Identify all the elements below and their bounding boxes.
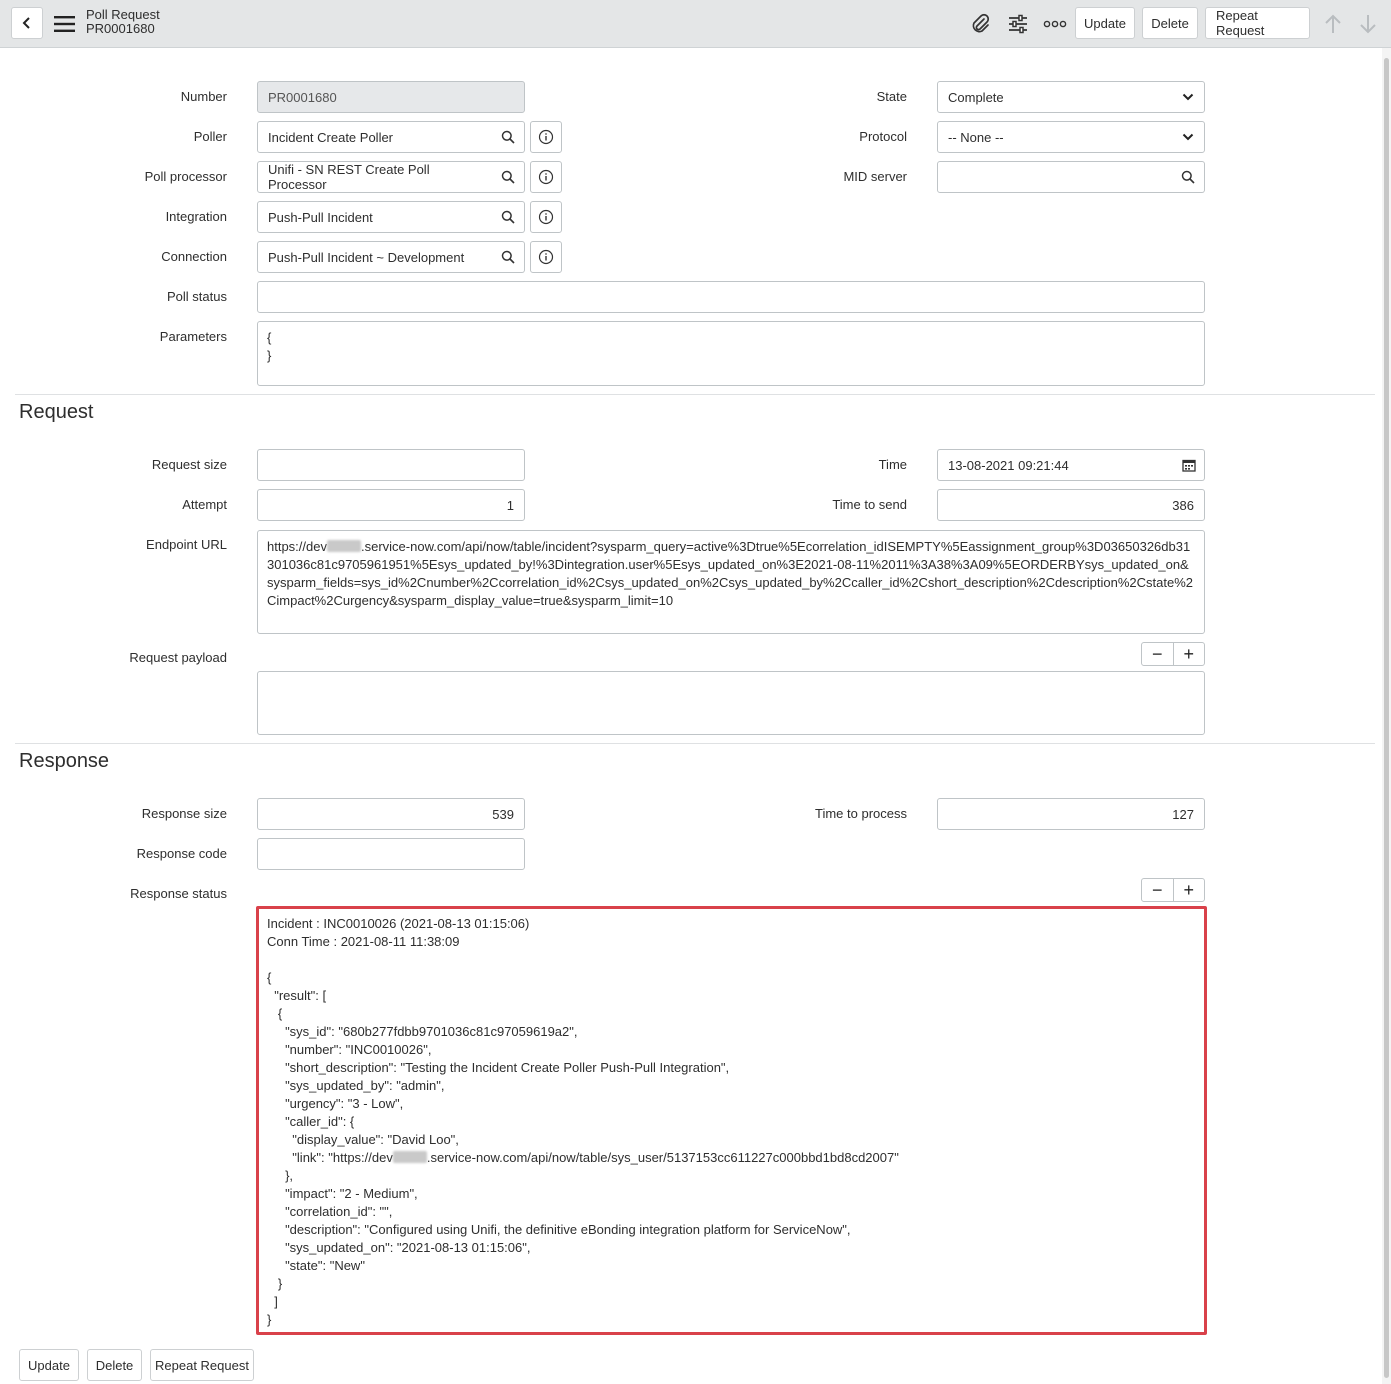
response-status-label: Response status (130, 886, 227, 901)
state-select[interactable] (937, 81, 1205, 113)
form-header (0, 0, 1391, 48)
state-selected-value: Complete (948, 89, 1004, 105)
connection-field[interactable]: Push-Pull Incident ~ Development (257, 241, 493, 273)
time-to-send-field[interactable]: 386 (937, 489, 1205, 521)
paperclip-icon[interactable] (968, 12, 992, 36)
section-divider (15, 394, 1375, 395)
response-status-resize-controls (1141, 878, 1205, 902)
poll-processor-field[interactable]: Unifi - SN REST Create Poll Processor (257, 161, 493, 193)
number-label: Number (180, 89, 227, 104)
plus-icon[interactable]: + (1173, 643, 1205, 665)
search-icon (501, 130, 515, 144)
info-icon (538, 169, 554, 185)
mid-server-lookup-button[interactable] (1172, 161, 1205, 193)
scrollbar-thumb[interactable] (1384, 58, 1389, 1378)
page-scrollbar[interactable] (1382, 48, 1391, 1384)
response-size-label: Response size (141, 806, 227, 821)
response-section-title: Response (19, 750, 110, 772)
response-code-field[interactable] (257, 838, 525, 870)
poller-label: Poller (193, 129, 227, 144)
search-icon (501, 250, 515, 264)
poll-status-field[interactable] (257, 281, 1205, 313)
parameters-textarea[interactable]: { } (257, 321, 1205, 386)
minus-icon[interactable]: − (1151, 879, 1163, 900)
poller-info-button[interactable] (530, 121, 562, 153)
poller-field[interactable]: Incident Create Poller (257, 121, 493, 153)
request-section-title: Request (19, 401, 94, 423)
integration-field[interactable]: Push-Pull Incident (257, 201, 493, 233)
request-payload-textarea[interactable] (257, 671, 1205, 735)
footer-repeat-request-button[interactable]: Repeat Request (150, 1349, 254, 1381)
search-icon (501, 170, 515, 184)
request-payload-label: Request payload (129, 650, 227, 665)
time-to-send-label: Time to send (832, 497, 907, 512)
endpoint-url-label: Endpoint URL (146, 537, 227, 552)
minus-icon[interactable]: − (1151, 643, 1163, 664)
form-title-table: Poll Request (86, 7, 160, 22)
form-title-number: PR0001680 (86, 21, 155, 36)
response-status-text-part2: .service-now.com/api/now/table/sys_user/5137153cc611227c000bbd1bd8cd2007" }, "impact": "2 - Medium", "correlation_id": "", "description": "Configured using Unifi, the definitive eBonding integration platform for ServiceNow", "sys_updated_on": "2021-08-13 01:15:06", "state": "New" } ] } (267, 1150, 899, 1327)
header-update-button[interactable]: Update (1075, 7, 1135, 39)
plus-icon[interactable]: + (1173, 879, 1205, 901)
time-label: Time (878, 457, 907, 472)
endpoint-url-textarea[interactable] (257, 530, 1205, 634)
mid-server-field[interactable] (937, 161, 1173, 193)
integration-label: Integration (165, 209, 227, 224)
form-title (86, 8, 160, 36)
settings-sliders-icon[interactable] (1006, 12, 1030, 36)
info-icon (538, 209, 554, 225)
highlight-box (256, 906, 1207, 1335)
info-icon (538, 249, 554, 265)
response-size-field[interactable]: 539 (257, 798, 525, 830)
endpoint-url-prefix: https://dev (267, 539, 327, 554)
connection-lookup-button[interactable] (492, 241, 525, 273)
section-divider (15, 743, 1375, 744)
number-field: PR0001680 (257, 81, 525, 113)
calendar-icon (1182, 458, 1196, 472)
time-to-process-field[interactable]: 127 (937, 798, 1205, 830)
footer-update-button[interactable]: Update (19, 1349, 79, 1381)
time-to-process-label: Time to process (815, 806, 907, 821)
connection-label: Connection (161, 249, 227, 264)
request-payload-resize-controls (1141, 642, 1205, 666)
footer-delete-button[interactable]: Delete (87, 1349, 142, 1381)
arrow-up-icon[interactable] (1321, 12, 1345, 36)
more-options-icon[interactable] (1043, 12, 1067, 36)
search-icon (1181, 170, 1195, 184)
endpoint-url-rest: .service-now.com/api/now/table/incident?sysparm_query=active%3Dtrue%5Ecorrelation_idISEMPTY%5Eassignment_group%3D03650326db31301036c81c9705961951%5Esys_updated_by!%3Dintegration.user%5Esys_updated_on%3E2021-08-11%2011%3A38%3A09%5EORDERBYsys_updated_on&sysparm_fields=sys_id%2Cnumber%2Ccorrelation_id%2Csys_updated_on%2Csys_updated_by%2Ccaller_id%2Cshort_description%2Cdescription%2Cstate%2Cimpact%2Curgency&sysparm_display_value=true&sysparm_limit=10 (267, 539, 1194, 608)
poll-processor-label: Poll processor (144, 169, 227, 184)
hamburger-menu-icon[interactable] (54, 15, 76, 33)
attempt-field[interactable]: 1 (257, 489, 525, 521)
state-label: State (876, 89, 907, 104)
info-icon (538, 129, 554, 145)
back-button[interactable] (11, 7, 43, 39)
header-repeat-request-button[interactable]: Repeat Request (1205, 7, 1310, 39)
chevron-left-icon (20, 16, 34, 30)
response-status-text-part1: Incident : INC0010026 (2021-08-13 01:15:06) Conn Time : 2021-08-11 11:38:09 { "result": [ { "sys_id": "680b277fdbb9701036c81c97059619a2", "number": "INC0010026", "short_description": "Testing the Incident Create Poller Push-Pull Integration", "sys_updated_by": "admin", "urgency": "3 - Low", "caller_id": { "display_value": "David Loo", "link": "https://dev (267, 916, 730, 1165)
integration-lookup-button[interactable] (492, 201, 525, 233)
time-field[interactable]: 13-08-2021 09:21:44 (937, 449, 1174, 481)
search-icon (501, 210, 515, 224)
chevron-down-icon (1182, 133, 1194, 141)
poller-lookup-button[interactable] (492, 121, 525, 153)
time-calendar-button[interactable] (1173, 449, 1205, 481)
poll-processor-info-button[interactable] (530, 161, 562, 193)
connection-info-button[interactable] (530, 241, 562, 273)
protocol-selected-value: -- None -- (948, 129, 1004, 145)
poll-processor-lookup-button[interactable] (492, 161, 525, 193)
protocol-label: Protocol (859, 129, 907, 144)
parameters-label: Parameters (159, 329, 227, 344)
request-size-field[interactable] (257, 449, 525, 481)
header-delete-button[interactable]: Delete (1142, 7, 1198, 39)
attempt-label: Attempt (182, 497, 227, 512)
mid-server-label: MID server (843, 169, 907, 184)
poll-status-label: Poll status (167, 289, 227, 304)
request-size-label: Request size (151, 457, 227, 472)
protocol-select[interactable] (937, 121, 1205, 153)
arrow-down-icon[interactable] (1356, 12, 1380, 36)
integration-info-button[interactable] (530, 201, 562, 233)
redacted-instance-name (327, 540, 361, 552)
chevron-down-icon (1182, 93, 1194, 101)
response-code-label: Response code (136, 846, 227, 861)
